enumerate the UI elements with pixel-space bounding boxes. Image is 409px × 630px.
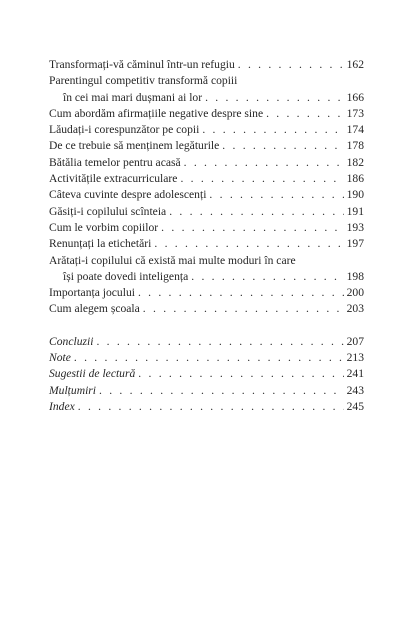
toc-entry bbox=[49, 122, 364, 138]
toc-entry-page: 186 bbox=[346, 172, 364, 186]
leader-dots bbox=[99, 383, 344, 399]
toc-entry bbox=[49, 73, 364, 106]
toc-entry-title: Index bbox=[49, 399, 75, 413]
toc-entry-page: 197 bbox=[346, 237, 364, 251]
toc-entry-page: 243 bbox=[346, 383, 364, 397]
toc-entry-title: Importanța jocului bbox=[49, 286, 135, 300]
leader-dots bbox=[161, 220, 343, 236]
leader-dots bbox=[74, 350, 344, 366]
toc-entry-title: Activitățile extracurriculare bbox=[49, 172, 178, 186]
toc-entry bbox=[49, 138, 364, 154]
leader-dots bbox=[78, 399, 344, 415]
table-of-contents bbox=[49, 57, 364, 415]
leader-dots bbox=[154, 236, 343, 252]
toc-entry-page: 213 bbox=[346, 351, 364, 365]
leader-dots bbox=[266, 106, 344, 122]
toc-entry-title: Parentingul competitiv transformă copiii bbox=[49, 74, 238, 88]
toc-entry bbox=[49, 106, 364, 122]
section-gap bbox=[49, 318, 364, 334]
leader-dots bbox=[184, 155, 344, 171]
toc-entry-page: 207 bbox=[346, 334, 364, 348]
leader-dots bbox=[222, 138, 343, 154]
toc-entry-title: Sugestii de lectură bbox=[49, 367, 136, 381]
toc-entry-page: 182 bbox=[346, 155, 364, 169]
toc-entry-title: Note bbox=[49, 351, 71, 365]
leader-dots bbox=[138, 285, 344, 301]
toc-entry bbox=[49, 187, 364, 203]
leader-dots bbox=[191, 269, 343, 285]
leader-dots bbox=[180, 171, 343, 187]
toc-entry-title: Renunțați la etichetări bbox=[49, 237, 152, 251]
leader-dots bbox=[202, 122, 343, 138]
toc-entry-title: Cum le vorbim copiilor bbox=[49, 220, 159, 234]
toc-entry-page: 203 bbox=[346, 302, 364, 316]
toc-entry-page: 198 bbox=[346, 269, 364, 283]
toc-entry-page: 190 bbox=[346, 188, 364, 202]
toc-back-matter-entry bbox=[49, 366, 364, 382]
toc-back-matter-entry bbox=[49, 383, 364, 399]
toc-entry-title: Găsiți-i copilului scînteia bbox=[49, 204, 167, 218]
toc-entry-title: Concluzii bbox=[49, 334, 94, 348]
leader-dots bbox=[169, 204, 343, 220]
leader-dots bbox=[143, 301, 344, 317]
toc-entry-title: Câteva cuvinte despre adolescenți bbox=[49, 188, 207, 202]
leader-dots bbox=[209, 187, 343, 203]
toc-entry-page: 162 bbox=[346, 58, 364, 71]
toc-entry bbox=[49, 171, 364, 187]
toc-entry-title: Cum alegem școala bbox=[49, 302, 140, 316]
toc-entry-page: 193 bbox=[346, 220, 364, 234]
toc-entry-title: Arătați-i copilului că există mai multe moduri în care bbox=[49, 253, 296, 267]
leader-dots bbox=[138, 366, 343, 382]
toc-entry-title: Bătălia temelor pentru acasă bbox=[49, 155, 181, 169]
toc-entry bbox=[49, 155, 364, 171]
toc-entry-page: 174 bbox=[346, 123, 364, 137]
toc-entry bbox=[49, 285, 364, 301]
toc-entry-page: 245 bbox=[346, 399, 364, 413]
toc-entry-page: 178 bbox=[346, 139, 364, 153]
toc-entry bbox=[49, 204, 364, 220]
toc-entry-title: Transformați-vă căminul într-un refugiu bbox=[49, 58, 235, 71]
toc-entry-title: Cum abordăm afirmațiile negative despre sine bbox=[49, 106, 264, 120]
toc-entry-page: 200 bbox=[346, 286, 364, 300]
toc-back-matter-entry bbox=[49, 399, 364, 415]
toc-entry-title: Mulțumiri bbox=[49, 383, 97, 397]
toc-entry bbox=[49, 301, 364, 317]
toc-entry-title: Lăudați-i corespunzător pe copii bbox=[49, 123, 200, 137]
toc-entry-title-continued: își poate dovedi inteligența bbox=[63, 269, 189, 283]
leader-dots bbox=[238, 57, 344, 73]
toc-entry-page: 241 bbox=[346, 367, 364, 381]
leader-dots bbox=[96, 334, 343, 350]
toc-entry-page: 191 bbox=[346, 204, 364, 218]
toc-back-matter-entry bbox=[49, 334, 364, 350]
toc-entry-page: 173 bbox=[346, 106, 364, 120]
toc-entry bbox=[49, 253, 364, 286]
toc-entry bbox=[49, 57, 364, 73]
toc-entry-title: De ce trebuie să menținem legăturile bbox=[49, 139, 220, 153]
toc-entry bbox=[49, 236, 364, 252]
toc-entry-title-continued: în cei mai mari dușmani ai lor bbox=[63, 90, 203, 104]
toc-back-matter-entry bbox=[49, 350, 364, 366]
leader-dots bbox=[205, 90, 344, 106]
toc-entry-page: 166 bbox=[346, 90, 364, 104]
toc-entry bbox=[49, 220, 364, 236]
